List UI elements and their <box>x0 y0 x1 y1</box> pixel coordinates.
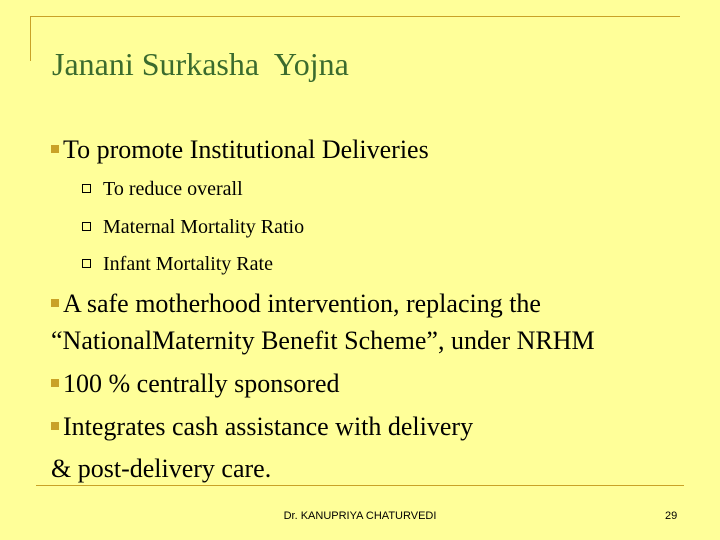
bottom-rule <box>36 485 684 486</box>
bullet-text: To promote Institutional Deliveries <box>63 135 429 164</box>
page-number: 29 <box>665 510 678 522</box>
sub-bullet-text: Infant Mortality Rate <box>103 253 273 275</box>
sub-bullet-text: To reduce overall <box>103 178 243 200</box>
square-bullet-icon <box>51 299 59 307</box>
bullet-text: “NationalMaternity Benefit Scheme”, under NRHM <box>51 326 595 355</box>
square-bullet-icon <box>51 422 59 430</box>
sub-bullet-item <box>82 251 273 277</box>
slide-title: Janani Surkasha Yojna <box>52 46 349 82</box>
sub-bullet-text: Maternal Mortality Ratio <box>103 216 305 238</box>
hollow-square-bullet-icon <box>82 184 91 193</box>
sub-bullet-item <box>82 176 243 202</box>
bullet-continuation <box>51 323 691 359</box>
bullet-item <box>51 366 691 402</box>
left-rule <box>30 16 31 61</box>
bullet-continuation <box>51 451 691 487</box>
sub-bullet-item <box>82 214 304 240</box>
top-rule <box>30 16 680 17</box>
footer-author: Dr. KANUPRIYA CHATURVEDI <box>283 510 437 522</box>
bullet-text: 100 % centrally sponsored <box>63 369 340 398</box>
bullet-text: & post-delivery care. <box>51 454 272 483</box>
square-bullet-icon <box>51 379 59 387</box>
bullet-item <box>51 132 691 168</box>
hollow-square-bullet-icon <box>82 259 91 268</box>
bullet-text: Integrates cash assistance with delivery <box>63 412 474 441</box>
bullet-item <box>51 286 691 322</box>
bullet-text: A safe motherhood intervention, replacing the <box>63 289 541 318</box>
hollow-square-bullet-icon <box>82 222 91 231</box>
bullet-item <box>51 409 691 445</box>
square-bullet-icon <box>51 145 59 153</box>
